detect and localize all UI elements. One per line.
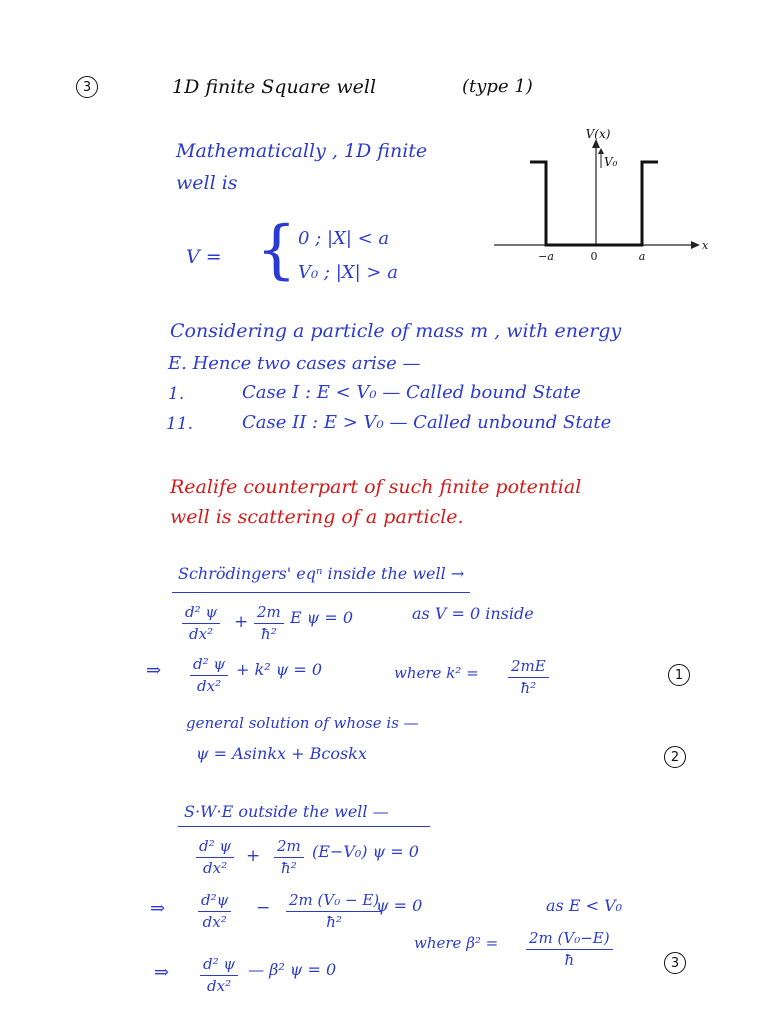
outside-implies-arrow-2: ⇒ bbox=[154, 962, 170, 983]
tick-pos-a: a bbox=[638, 250, 646, 263]
case-2-text: Case II : E > V₀ — Called unbound State bbox=[242, 412, 612, 433]
outside-heading-underline bbox=[178, 826, 430, 827]
inside-eq2-where: where k² = bbox=[394, 664, 479, 682]
section-title: 1D finite Square well bbox=[172, 76, 377, 98]
outside-eq1-coefficient: $\frac{2m}{\text{ħ²}}$ bbox=[274, 838, 304, 878]
inside-eq2-derivative: $\frac{\text{d² ψ}}{\text{dx²}}$ bbox=[190, 656, 228, 696]
tick-zero: 0 bbox=[590, 250, 598, 263]
reallife-line-1: Realife counterpart of such finite potential bbox=[170, 476, 582, 498]
inside-heading-underline bbox=[172, 592, 470, 593]
beta-squared-definition: $\frac{\text{2m (V₀−E)}}{ħ}$ bbox=[526, 930, 613, 970]
piecewise-brace: { bbox=[256, 213, 297, 287]
inside-eq1-rest: E ψ = 0 bbox=[290, 608, 354, 627]
potential-label: V = bbox=[186, 246, 222, 268]
outside-eq2-minus: − bbox=[256, 898, 271, 918]
outside-eq2-derivative: $\frac{\text{d²ψ}}{\text{dx²}}$ bbox=[198, 892, 231, 932]
general-solution-label: general solution of whose is — bbox=[186, 714, 419, 732]
cases-intro-2: E. Hence two cases arise — bbox=[168, 353, 421, 374]
outside-heading: S·W·E outside the well — bbox=[184, 802, 389, 821]
v0-label: V₀ bbox=[604, 155, 618, 169]
axis-x-label: x bbox=[702, 239, 709, 252]
inside-eq2-rest: + k² ψ = 0 bbox=[236, 660, 322, 679]
equation-tag-1: 1 bbox=[668, 664, 690, 686]
square-well-figure bbox=[490, 122, 710, 272]
equation-tag-2: 2 bbox=[664, 746, 686, 768]
outside-eq3-rest: — β² ψ = 0 bbox=[248, 960, 337, 979]
case-2-number: 11. bbox=[166, 414, 194, 434]
axis-y-label: V(x) bbox=[585, 127, 611, 141]
section-number: 3 bbox=[76, 76, 98, 98]
equation-tag-3: 3 bbox=[664, 952, 686, 974]
inside-implies-arrow: ⇒ bbox=[146, 660, 162, 681]
general-solution-equation: ψ = Asinkx + Bcoskx bbox=[196, 744, 367, 763]
section-tag: (type 1) bbox=[462, 76, 533, 97]
outside-eq2-note: as E < V₀ bbox=[546, 896, 623, 915]
inside-eq1-note: as V = 0 inside bbox=[412, 604, 534, 623]
piecewise-case-2: V₀ ; |X| > a bbox=[298, 262, 398, 283]
inside-heading: Schrödingers' eqⁿ inside the well → bbox=[178, 564, 465, 583]
cases-intro-1: Considering a particle of mass m , with energy bbox=[170, 320, 622, 342]
tick-neg-a: −a bbox=[538, 250, 554, 263]
case-1-number: 1. bbox=[168, 384, 185, 404]
inside-eq1-plus: + bbox=[234, 612, 249, 632]
inside-eq2-k-squared: $\frac{2mE}{\text{ħ²}}$ bbox=[508, 658, 549, 698]
beta-where: where β² = bbox=[414, 934, 499, 952]
outside-eq2-coefficient: $\frac{\text{2m (V₀ − E)}}{\text{ħ²}}$ bbox=[286, 892, 382, 932]
inside-eq1-coefficient: $\frac{2m}{\text{ħ²}}$ bbox=[254, 604, 284, 644]
reallife-line-2: well is scattering of a particle. bbox=[170, 506, 464, 528]
inside-eq1-derivative: $\frac{\text{d² ψ}}{\text{dx²}}$ bbox=[182, 604, 220, 644]
outside-implies-arrow-1: ⇒ bbox=[150, 898, 166, 919]
outside-eq2-rest: ψ = 0 bbox=[376, 896, 423, 915]
definition-line-1: Mathematically , 1D finite bbox=[176, 140, 428, 162]
outside-eq1-rest: (E−V₀) ψ = 0 bbox=[312, 842, 419, 861]
case-1-text: Case I : E < V₀ — Called bound State bbox=[242, 382, 581, 403]
piecewise-case-1: 0 ; |X| < a bbox=[298, 228, 390, 249]
outside-eq1-derivative: $\frac{\text{d² ψ}}{\text{dx²}}$ bbox=[196, 838, 234, 878]
outside-eq3-derivative: $\frac{\text{d² ψ}}{\text{dx²}}$ bbox=[200, 956, 238, 996]
outside-eq1-plus: + bbox=[246, 846, 261, 866]
definition-line-2: well is bbox=[176, 172, 238, 194]
